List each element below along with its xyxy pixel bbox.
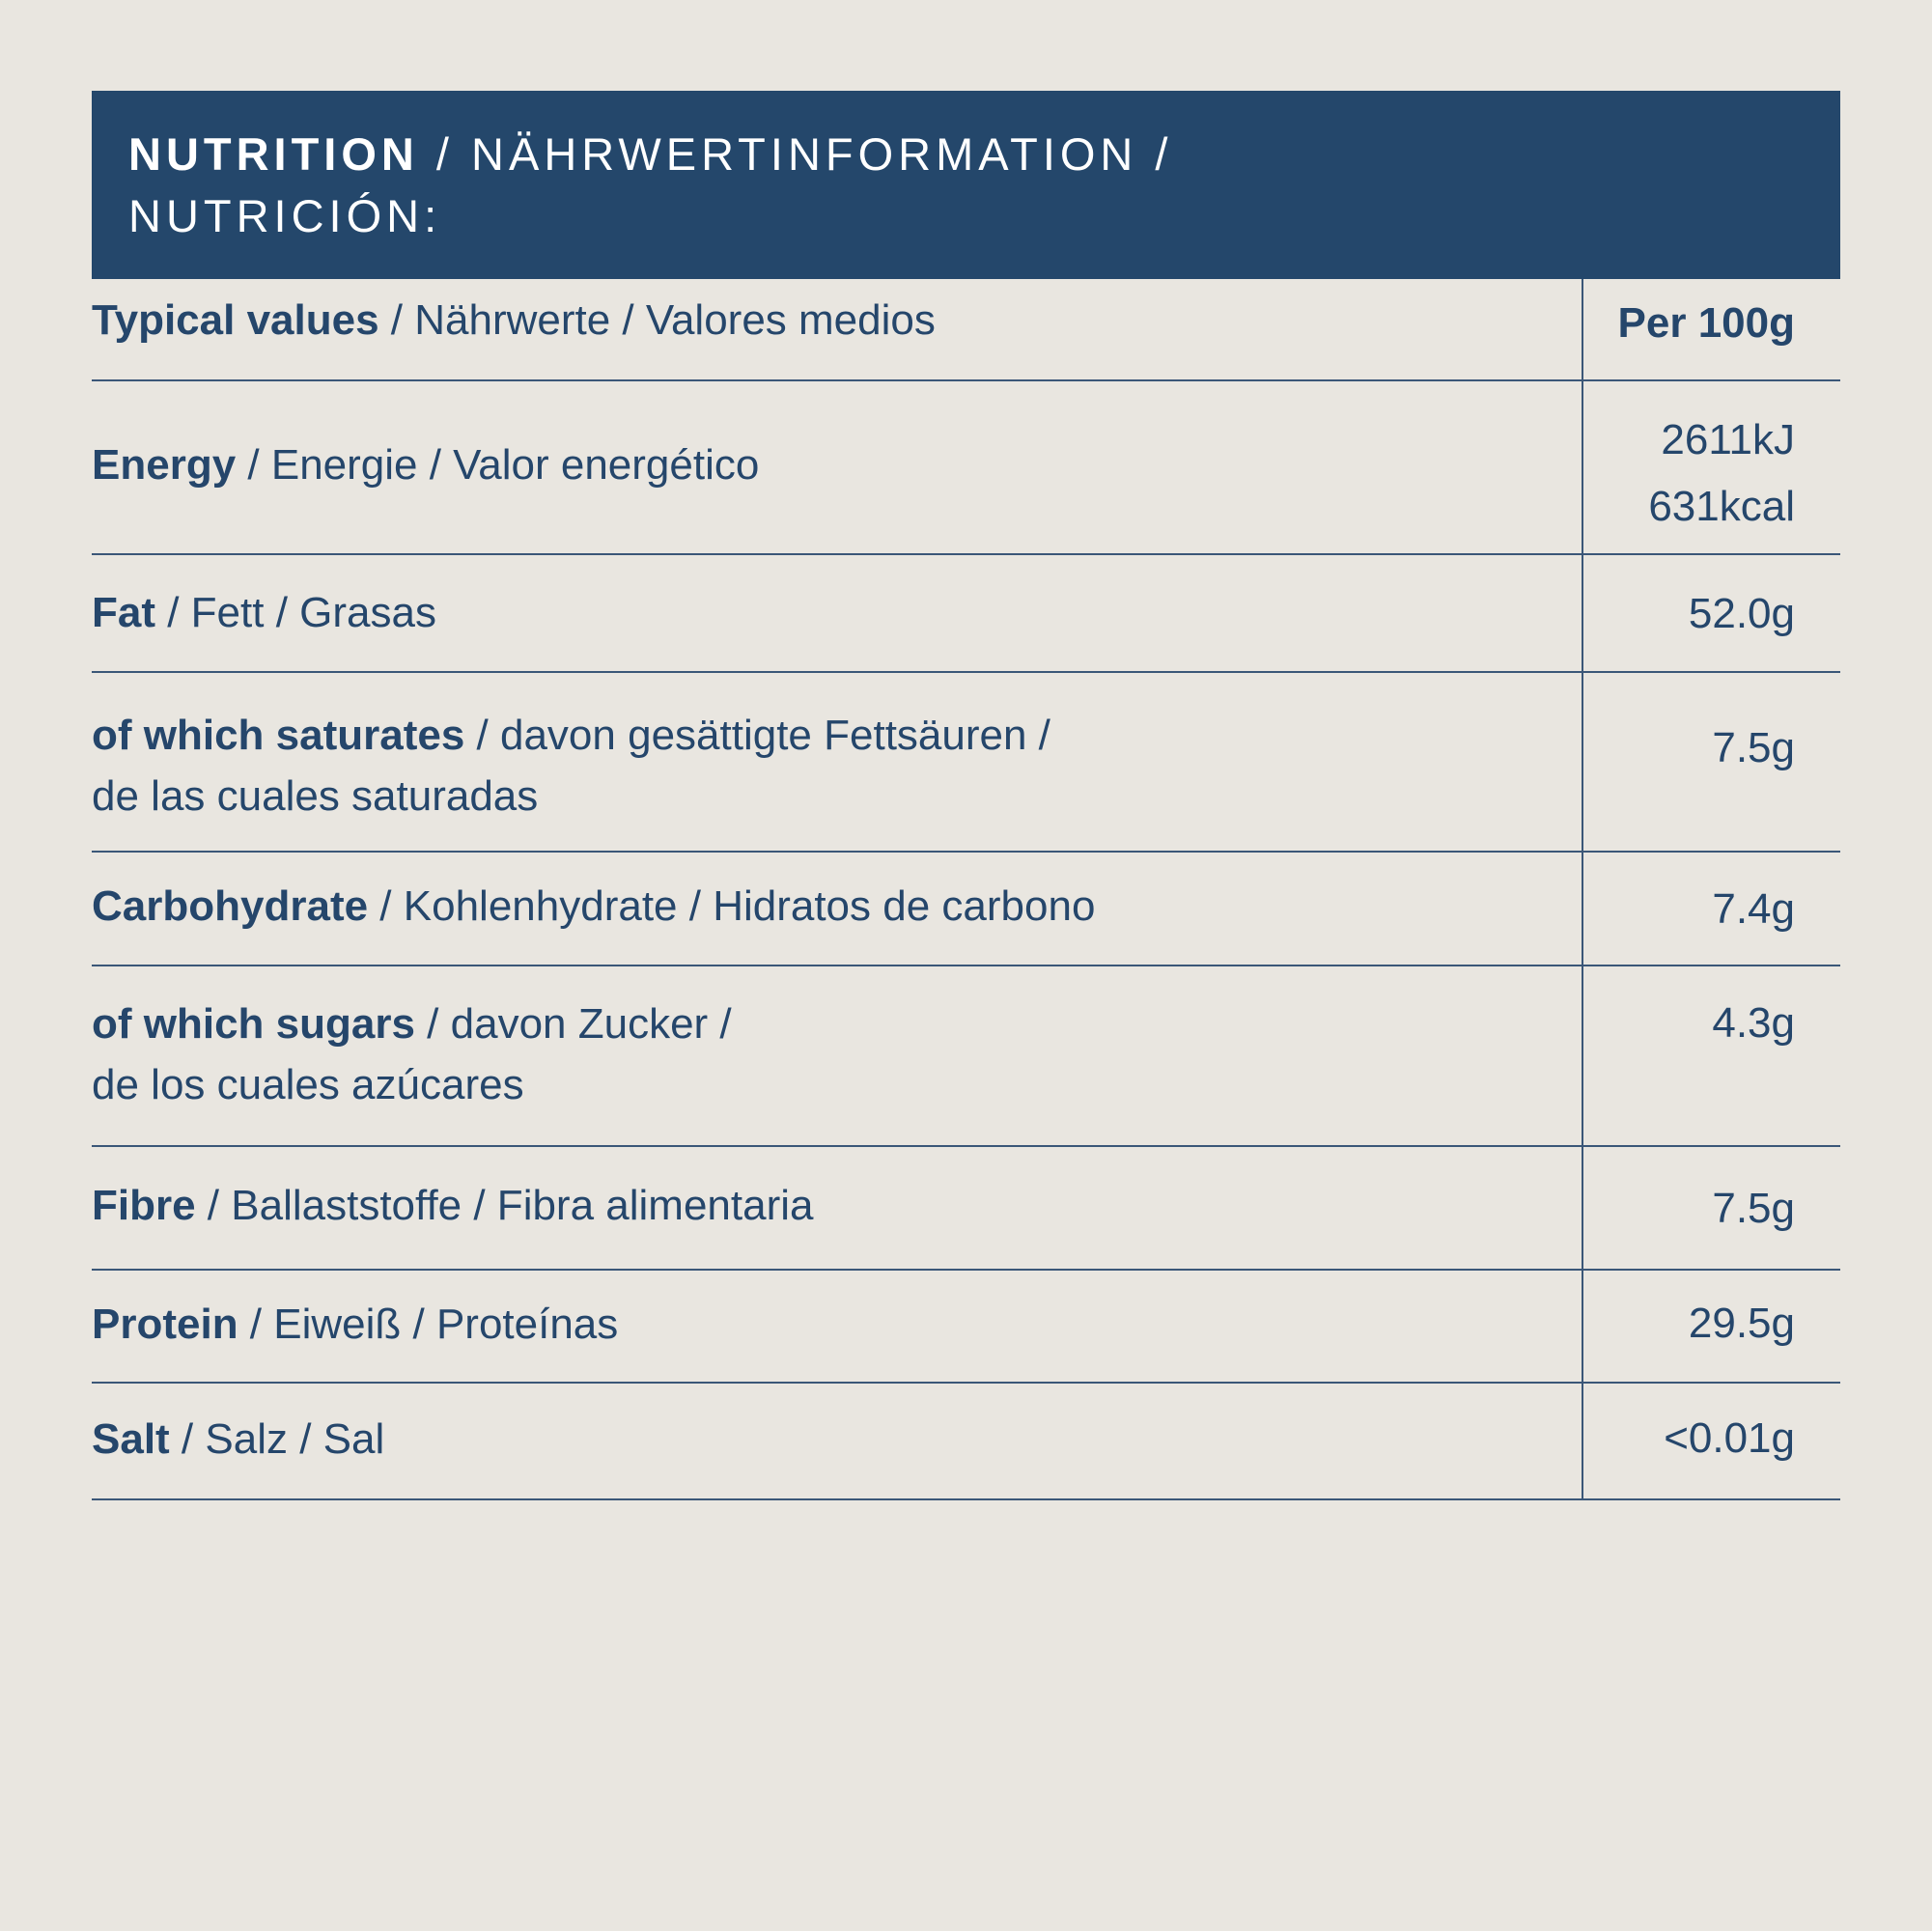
head-label-bold: Typical values xyxy=(92,296,379,344)
row-label-rest: / Kohlenhydrate / Hidratos de carbono xyxy=(368,882,1096,930)
row-value: 4.3g xyxy=(1712,999,1795,1047)
row-label-cell xyxy=(92,966,1583,1145)
nutrition-panel xyxy=(92,91,1840,1500)
table-row xyxy=(92,1271,1840,1384)
row-label-cell xyxy=(92,555,1583,671)
row-label-cell xyxy=(92,1271,1583,1382)
row-value-cell xyxy=(1583,1384,1840,1498)
table-head-row xyxy=(92,279,1840,381)
row-label-cell xyxy=(92,853,1583,965)
row-label-rest: / davon gesättigte Fettsäuren / xyxy=(464,712,1050,759)
row-value: <0.01g xyxy=(1664,1414,1795,1462)
nutrition-header xyxy=(92,91,1840,279)
row-value-cell xyxy=(1583,1271,1840,1382)
row-value: 52.0g xyxy=(1688,590,1795,637)
row-value: 29.5g xyxy=(1688,1300,1795,1347)
head-label-rest: / Nährwerte / Valores medios xyxy=(378,296,936,344)
row-value: 7.5g xyxy=(1712,1185,1795,1232)
row-value-secondary: 631kcal xyxy=(1648,483,1795,530)
row-label-bold: of which sugars xyxy=(92,1000,415,1048)
row-label-rest: / Eiweiß / Proteínas xyxy=(238,1301,619,1348)
row-label-bold: Energy xyxy=(92,441,237,489)
row-label-rest: / Ballaststoffe / Fibra alimentaria xyxy=(195,1182,814,1229)
head-label-cell xyxy=(92,279,1583,379)
nutrition-table xyxy=(92,279,1840,1500)
row-value-cell xyxy=(1583,853,1840,965)
header-line-1 xyxy=(128,124,1804,185)
table-row xyxy=(92,555,1840,673)
row-label-rest: / Salz / Sal xyxy=(169,1415,385,1463)
row-value-cell xyxy=(1583,673,1840,851)
table-row xyxy=(92,673,1840,853)
head-value: Per 100g xyxy=(1617,299,1795,347)
row-label-bold: Fat xyxy=(92,589,155,636)
row-label-rest: / Fett / Grasas xyxy=(155,589,436,636)
row-value-cell xyxy=(1583,555,1840,671)
row-label-rest: / davon Zucker / xyxy=(414,1000,732,1048)
row-label-bold: of which saturates xyxy=(92,712,465,759)
row-label-bold: Fibre xyxy=(92,1182,196,1229)
header-title-bold: NUTRITION xyxy=(128,128,419,180)
table-row xyxy=(92,381,1840,555)
row-value-cell xyxy=(1583,381,1840,553)
row-value-cell xyxy=(1583,1147,1840,1269)
row-value: 2611kJ xyxy=(1661,416,1795,463)
row-value: 7.5g xyxy=(1712,724,1795,771)
row-label-rest: / Energie / Valor energético xyxy=(236,441,760,489)
table-row xyxy=(92,966,1840,1147)
row-value: 7.4g xyxy=(1712,885,1795,933)
row-label-line2: de las cuales saturadas xyxy=(92,772,539,820)
table-row xyxy=(92,1384,1840,1500)
table-row xyxy=(92,1147,1840,1271)
row-label-cell xyxy=(92,381,1583,553)
header-title-rest: / NÄHRWERTINFORMATION / xyxy=(418,128,1173,180)
row-value-cell xyxy=(1583,966,1840,1145)
row-label-cell xyxy=(92,673,1583,851)
row-label-bold: Salt xyxy=(92,1415,170,1463)
table-row xyxy=(92,853,1840,966)
row-label-line2: de los cuales azúcares xyxy=(92,1061,524,1108)
row-label-cell xyxy=(92,1147,1583,1269)
row-label-cell xyxy=(92,1384,1583,1498)
header-line-2: NUTRICIÓN: xyxy=(128,190,442,241)
head-value-cell xyxy=(1583,279,1840,379)
row-label-bold: Carbohydrate xyxy=(92,882,369,930)
row-label-bold: Protein xyxy=(92,1301,238,1348)
